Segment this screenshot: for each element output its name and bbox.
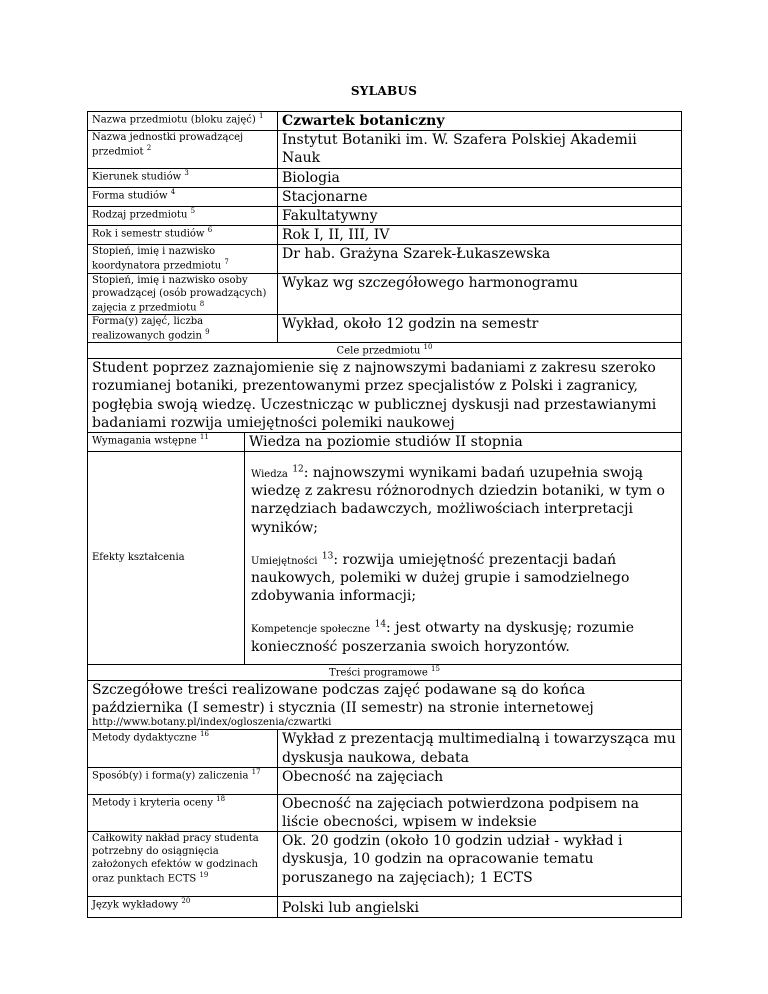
field-label: Całkowity nakład pracy studenta potrzebny do osiągnięcia założonych efektów w godzinach oraz punktach ECTS $^{19}$ <box>88 832 278 897</box>
table-row <box>88 767 682 794</box>
field-label: Kierunek studiów $^3$ <box>88 168 278 187</box>
table-row <box>88 112 682 131</box>
section-header-content: Treści programowe $^{15}$ <box>88 664 682 680</box>
table-row <box>88 245 682 273</box>
field-label: Metody dydaktyczne $^{16}$ <box>88 730 278 767</box>
table-row <box>88 314 682 342</box>
table-row <box>88 343 682 359</box>
requirements-value: Wiedza na poziomie studiów II stopnia <box>249 433 523 450</box>
table-row <box>88 168 682 187</box>
field-label: Metody i kryteria oceny $^{18}$ <box>88 794 278 831</box>
course-name-value: Czwartek botaniczny <box>278 112 682 131</box>
document-title: SYLABUS <box>350 84 418 98</box>
field-label: Język wykładowy $^{20}$ <box>88 897 278 918</box>
table-row <box>88 187 682 206</box>
field-label: Nazwa jednostki prowadzącej przedmiot $^2$ <box>88 131 278 168</box>
study-form-value: Stacjonarne <box>278 187 682 206</box>
table-row <box>88 897 682 918</box>
syllabus-table <box>87 111 682 918</box>
section-header-goals: Cele przedmiotu $^{10}$ <box>88 343 682 359</box>
field-label: Forma(y) zajęć, liczba realizowanych godzin $^9$ <box>88 314 278 342</box>
course-type-value: Fakultatywny <box>278 206 682 225</box>
coordinator-value: Dr hab. Grażyna Szarek-Łukaszewska <box>278 245 682 273</box>
field-label: Forma studiów $^4$ <box>88 187 278 206</box>
field-label: Nazwa przedmiotu (bloku zajęć) $^1$ <box>88 112 278 131</box>
outcome-skills: Umiejętności $^{13}$: rozwija umiejętność prezentacji badań naukowych, polemiki w dużej grupie i samodzielnego zdobywania informacji; <box>251 551 630 605</box>
outcomes-label: Efekty kształcenia <box>88 452 245 664</box>
table-row <box>88 226 682 245</box>
didactic-methods-value: Wykład z prezentacją multimedialną i towarzysząca mu dyskusja naukowa, debata <box>278 730 682 767</box>
language-value: Polski lub angielski <box>278 897 682 918</box>
field-label: Stopień, imię i nazwisko osoby prowadzącej (osób prowadzących) zajęcia z przedmiotu $^8$ <box>88 273 278 314</box>
table-row <box>88 432 682 451</box>
assessment-form-value: Obecność na zajęciach <box>278 767 682 794</box>
requirements-row <box>88 433 681 451</box>
year-semester-value: Rok I, II, III, IV <box>278 226 682 245</box>
field-label: Wymagania wstępne $^{11}$ <box>88 433 245 451</box>
table-row <box>88 664 682 680</box>
content-text: Szczegółowe treści realizowane podczas zajęć podawane są do końca października (I semestr) i stycznia (II semestr) na stronie internetowej <box>92 681 594 716</box>
table-row <box>88 794 682 831</box>
field-label: Stopień, imię i nazwisko koordynatora przedmiotu $^7$ <box>88 245 278 273</box>
table-row <box>88 452 682 665</box>
outcome-knowledge: Wiedza $^{12}$: najnowszymi wynikami badań uzupełnia swoją wiedzę z zakresu różnorodnych dziedzin botaniki, w tym o narzędziach badawczych, możliwościach interpretacji wyników; <box>251 464 665 536</box>
table-row <box>88 131 682 168</box>
table-row <box>88 832 682 897</box>
unit-value: Instytut Botaniki im. W. Szafera Polskiej Akademii Nauk <box>278 131 682 168</box>
evaluation-methods-value: Obecność na zajęciach potwierdzona podpisem na liście obecności, wpisem w indeksie <box>278 794 682 831</box>
lecturers-value: Wykaz wg szczegółowego harmonogramu <box>278 273 682 314</box>
table-row <box>88 273 682 314</box>
table-row <box>88 359 682 433</box>
content-url: http://www.botany.pl/index/ogloszenia/czwartki <box>92 716 332 728</box>
table-row <box>88 680 682 730</box>
goals-text: Student poprzez zaznajomienie się z najnowszymi badaniami z zakresu szeroko rozumianej botaniki, prezentowanymi przez specjalistów z Polski i zagranicy, pogłębia swoją wiedzę. Uczestnicząc w publicznej dyskusji nad przestawianymi badaniami rozwija umiejętności polemiki naukowej <box>88 359 682 433</box>
outcomes-block <box>88 452 681 664</box>
field-label: Sposób(y) i forma(y) zaliczenia $^{17}$ <box>88 767 278 794</box>
class-form-value: Wykład, około 12 godzin na semestr <box>278 314 682 342</box>
field-label: Rok i semestr studiów $^6$ <box>88 226 278 245</box>
outcome-social: Kompetencje społeczne $^{14}$: jest otwarty na dyskusję; rozumie konieczność poszerzania swoich horyzontów. <box>251 619 635 655</box>
table-row <box>88 730 682 767</box>
workload-value: Ok. 20 godzin (około 10 godzin udział - wykład i dyskusja, 10 godzin na opracowanie tematu poruszanego na zajęciach); 1 ECTS <box>278 832 682 897</box>
field-label: Rodzaj przedmiotu $^5$ <box>88 206 278 225</box>
field-of-study-value: Biologia <box>278 168 682 187</box>
table-row <box>88 206 682 225</box>
